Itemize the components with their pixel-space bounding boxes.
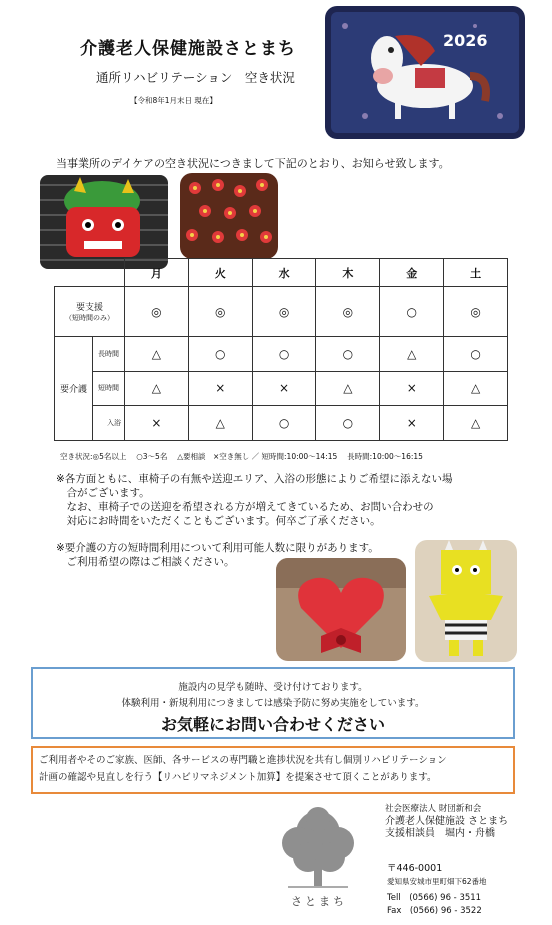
address: 愛知県安城市里町畑下62番地: [387, 876, 487, 886]
table-cell: ○: [316, 406, 380, 441]
oni-craft-photo: [40, 175, 168, 269]
day-header: 月: [125, 259, 189, 287]
table-cell: ◎: [125, 287, 189, 337]
table-cell: ◎: [188, 287, 252, 337]
table-cell: ○: [252, 406, 316, 441]
table-header-row: [55, 259, 508, 287]
rehab-line-2: 計画の確認や見直しを行う【リハビリマネジメント加算】を提案させて頂くことがあります。: [39, 772, 437, 783]
day-header: 金: [380, 259, 444, 287]
availability-table: [54, 258, 508, 441]
support-label-cell: [55, 287, 125, 337]
table-cell: △: [444, 406, 508, 441]
logo-text: さとまち: [291, 895, 347, 908]
day-header: 火: [188, 259, 252, 287]
heart-decoration-photo: [276, 558, 406, 661]
support-label: 要支援: [75, 303, 103, 313]
as-of-date: 【令和8年1月末日 現在】: [130, 96, 217, 105]
rehab-line-1: ご利用者やそのご家族、医師、各サービスの専門職と進捗状況を共有し個別リハビリテーション: [39, 755, 447, 766]
horse-year-text: 2026: [443, 31, 488, 50]
table-cell: ×: [380, 406, 444, 441]
table-corner: [55, 259, 125, 287]
table-row-long: [55, 337, 508, 372]
table-cell: △: [316, 371, 380, 406]
table-cell: ×: [252, 371, 316, 406]
row-label: 長時間: [93, 337, 125, 372]
yellow-oni-photo: [415, 540, 517, 662]
page-subtitle: 通所リハビリテーション 空き状況: [96, 70, 295, 85]
table-cell: △: [125, 337, 189, 372]
staff-names: 支援相談員 堀内・舟橋: [385, 828, 495, 839]
row-label: 入浴: [93, 406, 125, 441]
inquiry-line-1: 施設内の見学も随時、受け付けております。: [178, 682, 368, 693]
table-cell: △: [188, 406, 252, 441]
table-cell: ○: [188, 337, 252, 372]
note-line: 合がございます。: [56, 487, 150, 499]
address-info: [387, 863, 487, 917]
note-line: ご利用希望の際はご相談ください。: [56, 556, 235, 568]
fax: Fax (0566) 96 - 3522: [387, 905, 482, 916]
table-cell: ×: [380, 371, 444, 406]
facility-name: 介護老人保健施設 さとまち: [385, 815, 509, 827]
rehab-management-box: [31, 746, 515, 794]
table-cell: ×: [125, 406, 189, 441]
table-cell: ○: [444, 337, 508, 372]
support-note: （短時間のみ）: [65, 314, 114, 322]
page-title: 介護老人保健施設さとまち: [80, 39, 296, 59]
inquiry-box: [31, 667, 515, 739]
table-cell: ◎: [444, 287, 508, 337]
row-label: 短時間: [93, 371, 125, 406]
day-header: 木: [316, 259, 380, 287]
inquiry-line-2: 体験利用・新規利用につきましては感染予防に努め実施をしています。: [121, 698, 425, 709]
note-line: 対応にお時間をいただくこともございます。何卒ご了承ください。: [56, 515, 381, 527]
note-line: ※各方面ともに、車椅子の有無や送迎エリア、入浴の形態によりご希望に添えない場: [56, 473, 453, 485]
table-cell: △: [125, 371, 189, 406]
table-cell: ◎: [252, 287, 316, 337]
table-cell: ○: [316, 337, 380, 372]
note-line: ※要介護の方の短時間利用について利用可能人数に限りがあります。: [56, 542, 379, 554]
care-label: 要介護: [55, 337, 93, 441]
org-info: [385, 803, 508, 841]
table-cell: △: [444, 371, 508, 406]
org-name: 社会医療法人 財団新和会: [385, 804, 482, 814]
day-header: 土: [444, 259, 508, 287]
inquiry-headline: お気軽にお問い合わせください: [160, 715, 385, 734]
phone: Tell (0566) 96 - 3511: [387, 893, 482, 903]
table-cell: ○: [252, 337, 316, 372]
table-cell: ○: [380, 287, 444, 337]
postal-code: 〒446-0001: [387, 863, 443, 874]
table-row-short: [55, 371, 508, 406]
legend-text: 空き状況:◎5名以上 ○3～5名 △要相談 ×空き無し ／ 短時間:10:00～14:15 長時間:10:00～16:15: [60, 452, 423, 461]
intro-text: 当事業所のデイケアの空き状況につきまして下記のとおり、お知らせ致します。: [56, 157, 450, 170]
table-cell: △: [380, 337, 444, 372]
day-header: 水: [252, 259, 316, 287]
table-row-bath: [55, 406, 508, 441]
flower-craft-photo: [180, 173, 278, 259]
table-cell: ◎: [316, 287, 380, 337]
table-cell: ×: [188, 371, 252, 406]
horse-craft-photo: [325, 6, 525, 139]
note-line: なお、車椅子での送迎を希望される方が増えてきているため、お問い合わせの: [56, 501, 434, 513]
tree-logo: [270, 805, 365, 905]
table-row-support: [55, 287, 508, 337]
notes-block: [56, 472, 452, 528]
